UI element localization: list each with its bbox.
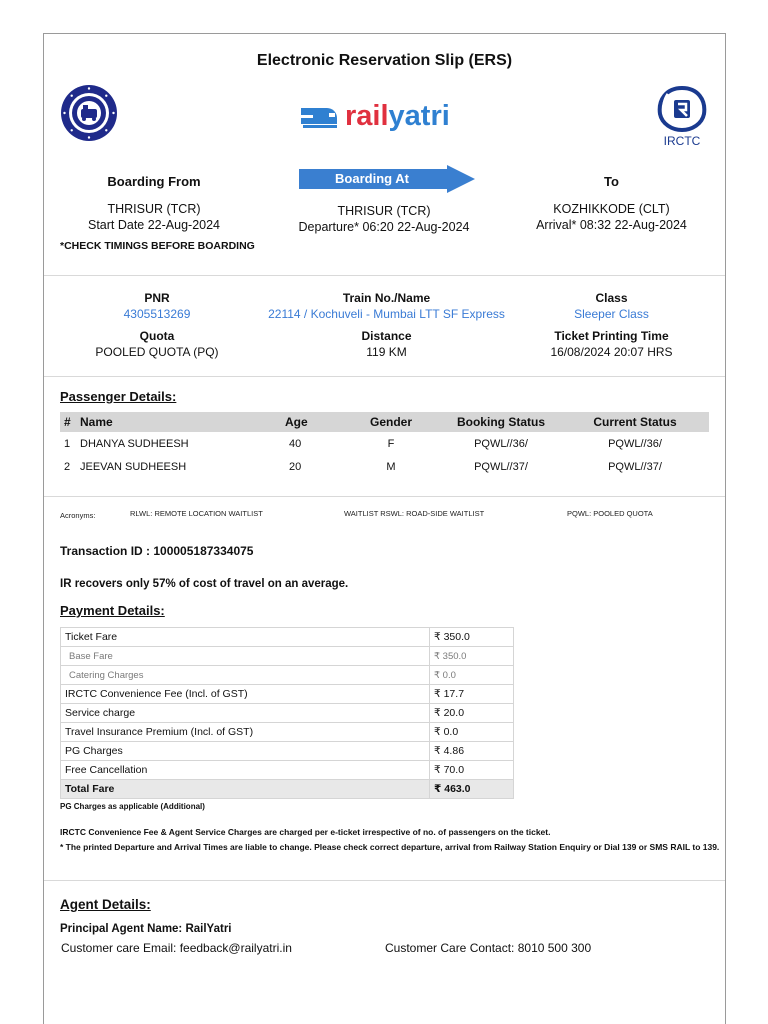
payment-value: ₹ 20.0 (430, 704, 514, 723)
class-label: Class (595, 291, 628, 305)
boarding-from-station: THRISUR (TCR) (107, 202, 201, 216)
col-header-age: Age (281, 412, 341, 432)
cell-current-status: PQWL//37/ (608, 460, 662, 473)
pg-charges-note: PG Charges as applicable (Additional) (60, 802, 205, 811)
col-header-name: Name (76, 412, 281, 432)
agent-details-title: Agent Details: (60, 897, 151, 912)
cell-name: DHANYA SUDHEESH (80, 437, 189, 450)
irctc-logo-icon (652, 84, 712, 150)
pnr-block (64, 290, 250, 322)
divider (44, 880, 725, 881)
payment-value: ₹ 0.0 (430, 666, 514, 685)
passenger-table (60, 412, 709, 478)
cell-gender: F (387, 437, 395, 450)
passenger-table-header (60, 412, 709, 432)
boarding-at-details (284, 203, 484, 235)
payment-row-convenience-fee (61, 685, 514, 704)
payment-value: ₹ 350.0 (430, 647, 514, 666)
distance-value: 119 KM (366, 345, 407, 359)
divider (44, 376, 725, 377)
principal-agent-name: Principal Agent Name: RailYatri (60, 923, 232, 935)
payment-label: Free Cancellation (61, 761, 430, 780)
to-header: To (604, 174, 619, 189)
payment-table (60, 627, 514, 799)
cell-name: JEEVAN SUDHEESH (80, 460, 187, 473)
col-header-booking-status: Booking Status (441, 412, 561, 432)
convenience-fee-note: IRCTC Convenience Fee & Agent Service Charges are charged per e-ticket irrespective of no. of passengers on the ticket. (60, 827, 551, 837)
divider (44, 275, 725, 276)
col-header-index: # (60, 412, 76, 432)
payment-row-pg-charges (61, 742, 514, 761)
timing-change-note: * The printed Departure and Arrival Times are liable to change. Please check correct departure, arrival from Railway Station Enquiry or Dial 139 or SMS RAIL to 139. (60, 842, 720, 852)
to-time: Arrival* 08:32 22-Aug-2024 (536, 218, 687, 232)
col-header-gender: Gender (341, 412, 441, 432)
table-row (60, 432, 709, 455)
pnr-label: PNR (144, 291, 170, 305)
payment-label: Total Fare (61, 780, 430, 799)
boarding-from-section (64, 174, 244, 190)
train-label: Train No./Name (342, 291, 431, 305)
railyatri-wordmark: railyatri (345, 100, 450, 132)
acronyms-label: Acronyms: (60, 511, 96, 520)
train-value: 22114 / Kochuveli - Mumbai LTT SF Express (268, 307, 505, 321)
payment-value: ₹ 17.7 (430, 685, 514, 704)
boarding-at-header: Boarding At (335, 171, 409, 186)
divider (44, 496, 725, 497)
indian-railways-seal-icon (60, 84, 118, 142)
passenger-details-title: Passenger Details: (60, 389, 177, 404)
cell-current-status: PQWL//36/ (608, 437, 662, 450)
payment-value: ₹ 4.86 (430, 742, 514, 761)
acronym-rlwl: RLWL: REMOTE LOCATION WAITLIST (130, 509, 263, 518)
payment-label: Base Fare (61, 647, 430, 666)
quota-value: POOLED QUOTA (PQ) (95, 345, 219, 359)
customer-care-contact: Customer Care Contact: 8010 500 300 (385, 941, 592, 955)
payment-value: ₹ 0.0 (430, 723, 514, 742)
printing-time-label: Ticket Printing Time (554, 329, 669, 343)
payment-label: IRCTC Convenience Fee (Incl. of GST) (61, 685, 430, 704)
cell-booking-status: PQWL//37/ (474, 460, 528, 473)
acronym-rswl: WAITLIST RSWL: ROAD-SIDE WAITLIST (344, 509, 485, 518)
payment-row-free-cancellation (61, 761, 514, 780)
cell-age: 40 (289, 437, 302, 450)
payment-value: ₹ 70.0 (430, 761, 514, 780)
cell-booking-status: PQWL//36/ (474, 437, 528, 450)
payment-row-service-charge (61, 704, 514, 723)
check-timings-note: *CHECK TIMINGS BEFORE BOARDING (60, 240, 255, 252)
class-value: Sleeper Class (574, 307, 649, 321)
payment-row-ticket-fare (61, 628, 514, 647)
payment-label: Travel Insurance Premium (Incl. of GST) (61, 723, 430, 742)
payment-value: ₹ 463.0 (430, 780, 514, 799)
ers-document (43, 33, 726, 1024)
payment-label: Ticket Fare (61, 628, 430, 647)
acronym-pqwl: PQWL: POOLED QUOTA (567, 509, 653, 518)
ir-cost-note: IR recovers only 57% of cost of travel on an average. (60, 578, 349, 590)
boarding-at-arrow (299, 165, 475, 193)
to-station: KOZHIKKODE (CLT) (553, 202, 670, 216)
payment-label: Service charge (61, 704, 430, 723)
distance-block (244, 328, 529, 360)
boarding-at-station: THRISUR (TCR) (337, 204, 431, 218)
transaction-id: Transaction ID : 100005187334075 (60, 544, 254, 558)
distance-label: Distance (361, 329, 412, 343)
payment-row-total-fare (61, 780, 514, 799)
boarding-from-details (64, 201, 244, 233)
to-section (514, 174, 709, 190)
boarding-at-time: Departure* 06:20 22-Aug-2024 (298, 220, 470, 234)
customer-care-email: Customer care Email: feedback@railyatri.in (61, 941, 292, 955)
railyatri-logo (299, 94, 479, 134)
boarding-from-header: Boarding From (107, 174, 201, 189)
quota-block (64, 328, 250, 360)
table-row (60, 455, 709, 478)
payment-label: Catering Charges (61, 666, 430, 685)
payment-row-base-fare (61, 647, 514, 666)
class-block (524, 290, 699, 322)
boarding-from-date: Start Date 22-Aug-2024 (87, 218, 221, 232)
payment-value: ₹ 350.0 (430, 628, 514, 647)
document-title: Electronic Reservation Slip (ERS) (256, 52, 513, 69)
cell-index: 1 (64, 437, 71, 450)
cell-age: 20 (289, 460, 302, 473)
to-details (514, 201, 709, 233)
pnr-value: 4305513269 (123, 307, 191, 321)
cell-gender: M (386, 460, 396, 473)
payment-row-insurance (61, 723, 514, 742)
col-header-current-status: Current Status (561, 412, 709, 432)
quota-label: Quota (139, 329, 175, 343)
train-block (244, 290, 529, 322)
printing-time-value: 16/08/2024 20:07 HRS (550, 345, 673, 359)
payment-row-catering (61, 666, 514, 685)
payment-label: PG Charges (61, 742, 430, 761)
printing-time-block (524, 328, 699, 360)
irctc-label: IRCTC (663, 134, 701, 148)
payment-details-title: Payment Details: (60, 603, 165, 618)
cell-index: 2 (64, 460, 71, 473)
